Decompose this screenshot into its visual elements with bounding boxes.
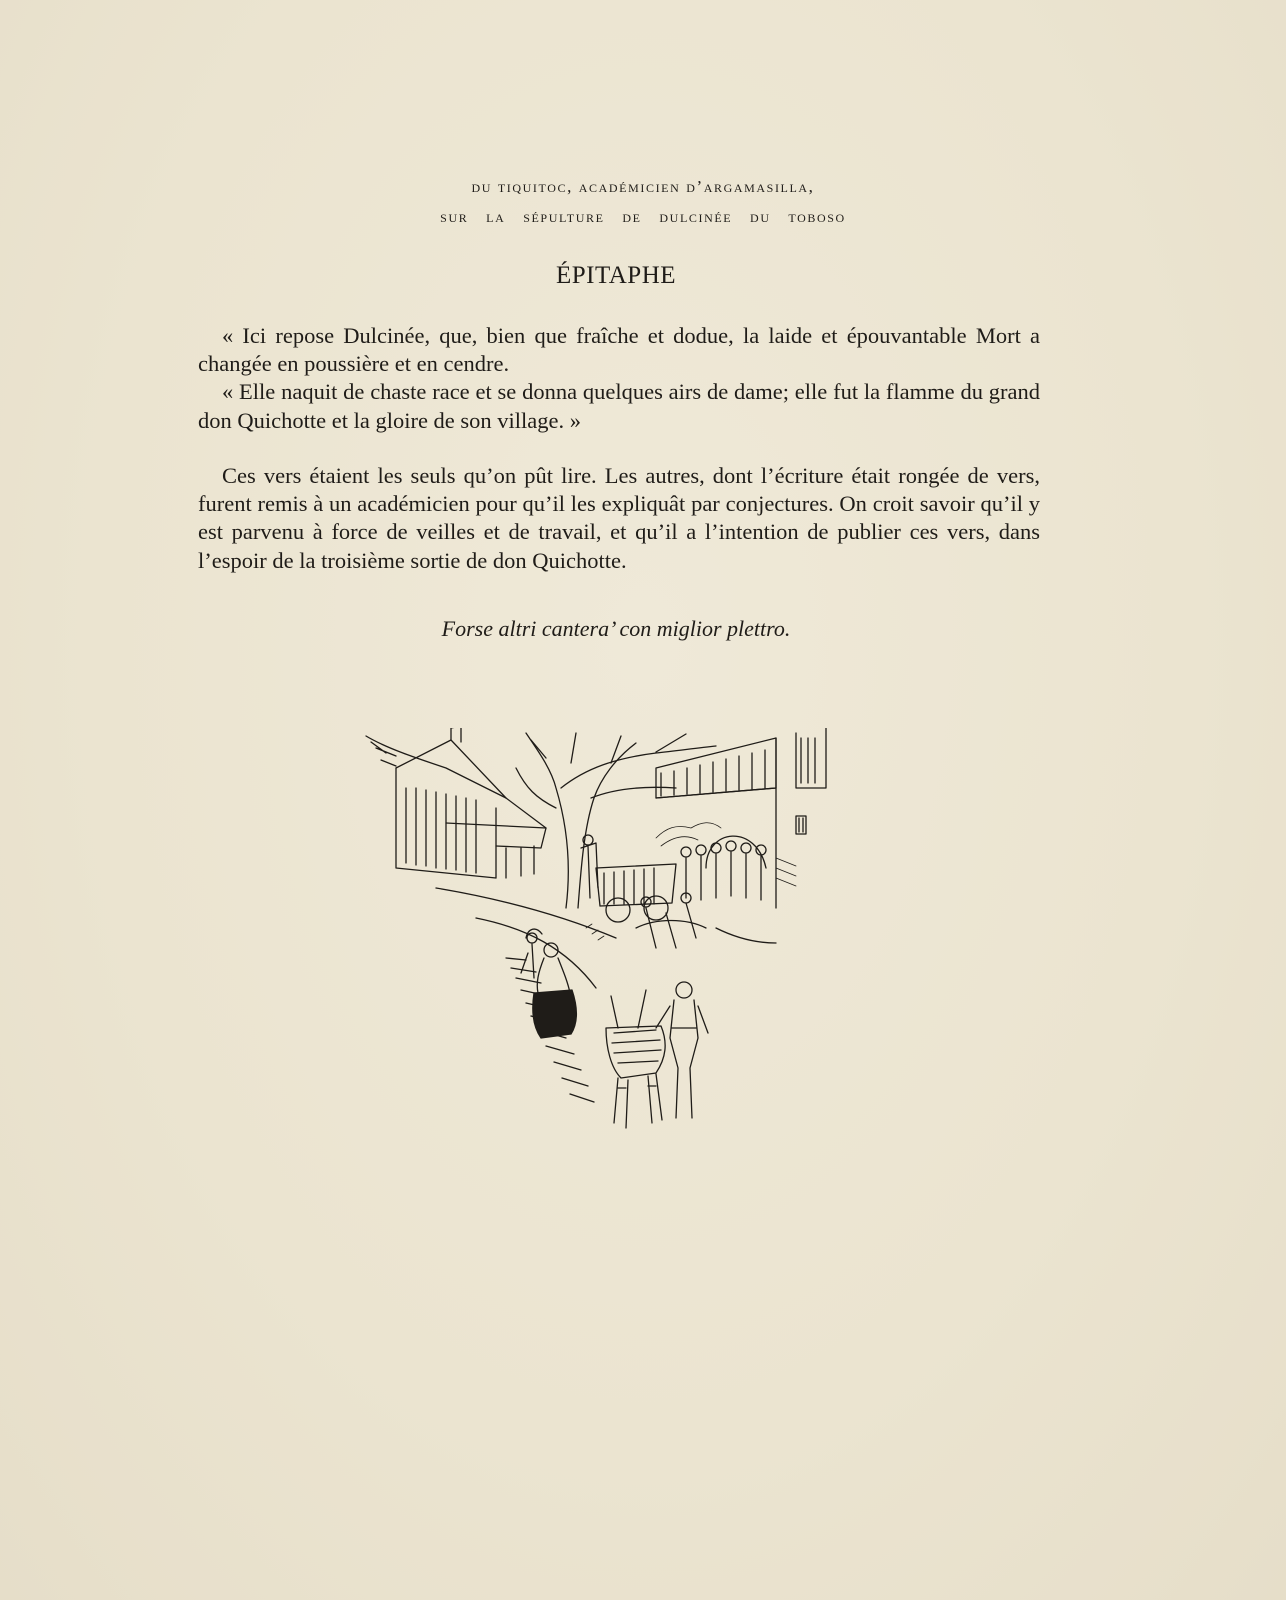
prose-text: Ces vers étaient les seuls qu’on pût lire. Les autres, dont l’écriture était rongée de vers, furent remis à un académicien pour qu’il les expliquât par conjectures. On croit savoir qu’il y est parvenu à force de veilles et de travail, et qu’il a l’intention de publier ces vers, dans l’espoir de la troisième sortie de don Quichotte. (198, 463, 1040, 573)
donkey-and-rider (606, 982, 708, 1128)
epitaph-verse-2: « Elle naquit de chaste race et se donna quelques airs de dame; elle fut la flamme du grand don Quichotte et la gloire de son village. » (198, 379, 1040, 433)
epitaph-verse-1: « Ici repose Dulcinée, que, bien que fraîche et dodue, la laide et épouvantable Mort a changée en poussière et en cendre. (198, 323, 1040, 377)
building-right (656, 728, 826, 908)
building-left (366, 728, 546, 878)
cart-and-crowd (581, 835, 766, 948)
italian-motto: Forse altri cantera’ con miglior plettro. (441, 616, 791, 641)
page-title: ÉPITAPHE (555, 262, 677, 289)
street (436, 888, 776, 1102)
heading-line-1: du tiquitoc, académicien d’argamasilla, (471, 177, 815, 196)
epitaph-text (198, 322, 1040, 435)
village-street-engraving-icon (356, 728, 846, 1148)
heading-line-2: sur la sépulture de dulcinée du toboso (440, 207, 846, 226)
prose-paragraph (198, 462, 1040, 575)
